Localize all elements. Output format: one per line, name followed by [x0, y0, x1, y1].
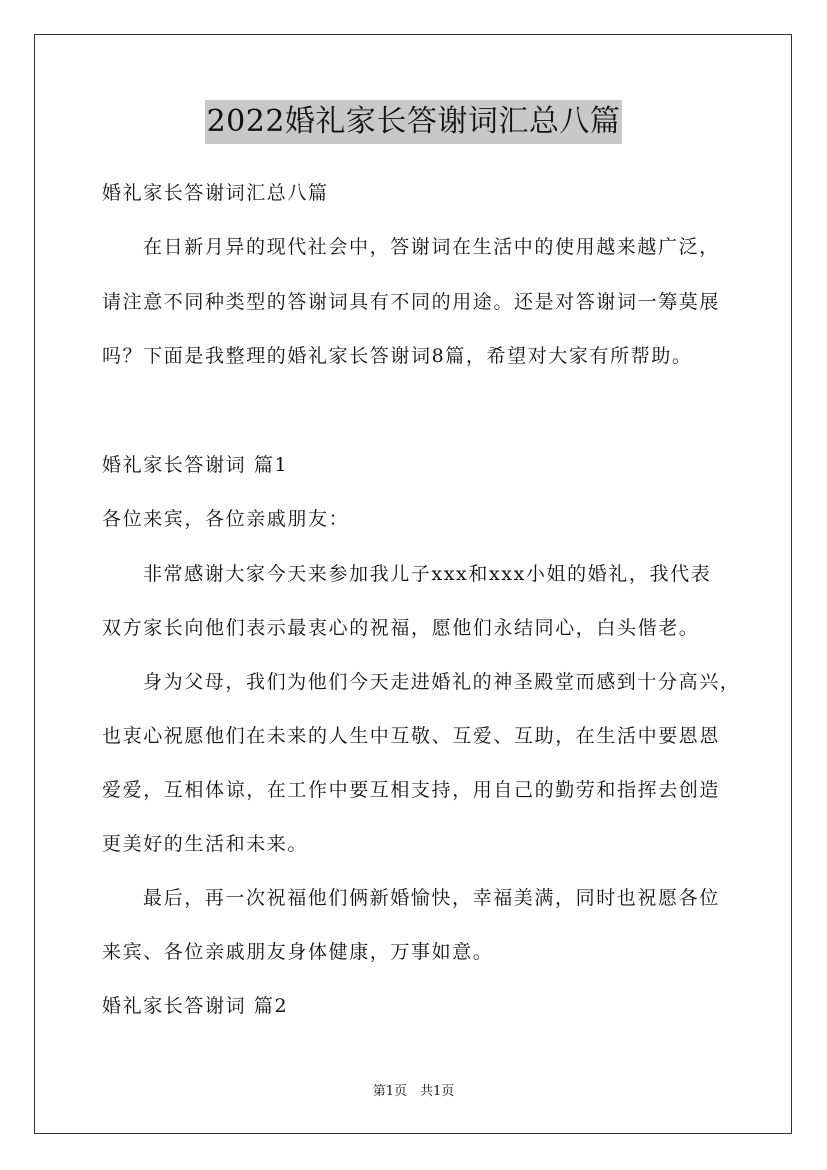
section-1-p3-line-2: 来宾、各位亲戚朋友身体健康，万事如意。: [102, 941, 494, 963]
section-1-heading: 婚礼家长答谢词 篇1: [102, 454, 289, 476]
section-1-p2-line-1: 身为父母，我们为他们今天走进婚礼的神圣殿堂而感到十分高兴，: [143, 671, 741, 693]
intro-line-1: 在日新月异的现代社会中，答谢词在生活中的使用越来越广泛，: [143, 236, 720, 258]
section-1-p3-line-1: 最后，再一次祝福他们俩新婚愉快，幸福美满，同时也祝愿各位: [143, 887, 720, 909]
intro-line-2: 请注意不同种类型的答谢词具有不同的用途。还是对答谢词一筹莫展: [102, 291, 721, 313]
section-1-p1-line-1: 非常感谢大家今天来参加我儿子xxx和xxx小姐的婚礼，我代表: [143, 563, 712, 585]
section-1-p2-line-3: 爱爱，互相体谅，在工作中要互相支持，用自己的勤劳和指挥去创造: [102, 779, 721, 801]
section-2-heading: 婚礼家长答谢词 篇2: [102, 995, 289, 1017]
document-title: 2022婚礼家长答谢词汇总八篇: [205, 100, 623, 144]
section-1-salutation: 各位来宾，各位亲戚朋友：: [102, 508, 350, 530]
document-subtitle: 婚礼家长答谢词汇总八篇: [102, 182, 329, 204]
section-1-p2-line-2: 也衷心祝愿他们在未来的人生中互敬、互爱、互助，在生活中要恩恩: [102, 725, 721, 747]
section-1-p1-line-2: 双方家长向他们表示最衷心的祝福，愿他们永结同心，白头偕老。: [102, 617, 700, 639]
intro-line-3: 吗？下面是我整理的婚礼家长答谢词8篇，希望对大家有所帮助。: [102, 345, 693, 367]
section-1-p2-line-4: 更美好的生活和未来。: [102, 833, 309, 855]
title-container: [0, 100, 827, 144]
page-footer: 第1页 共1页: [372, 1084, 455, 1099]
